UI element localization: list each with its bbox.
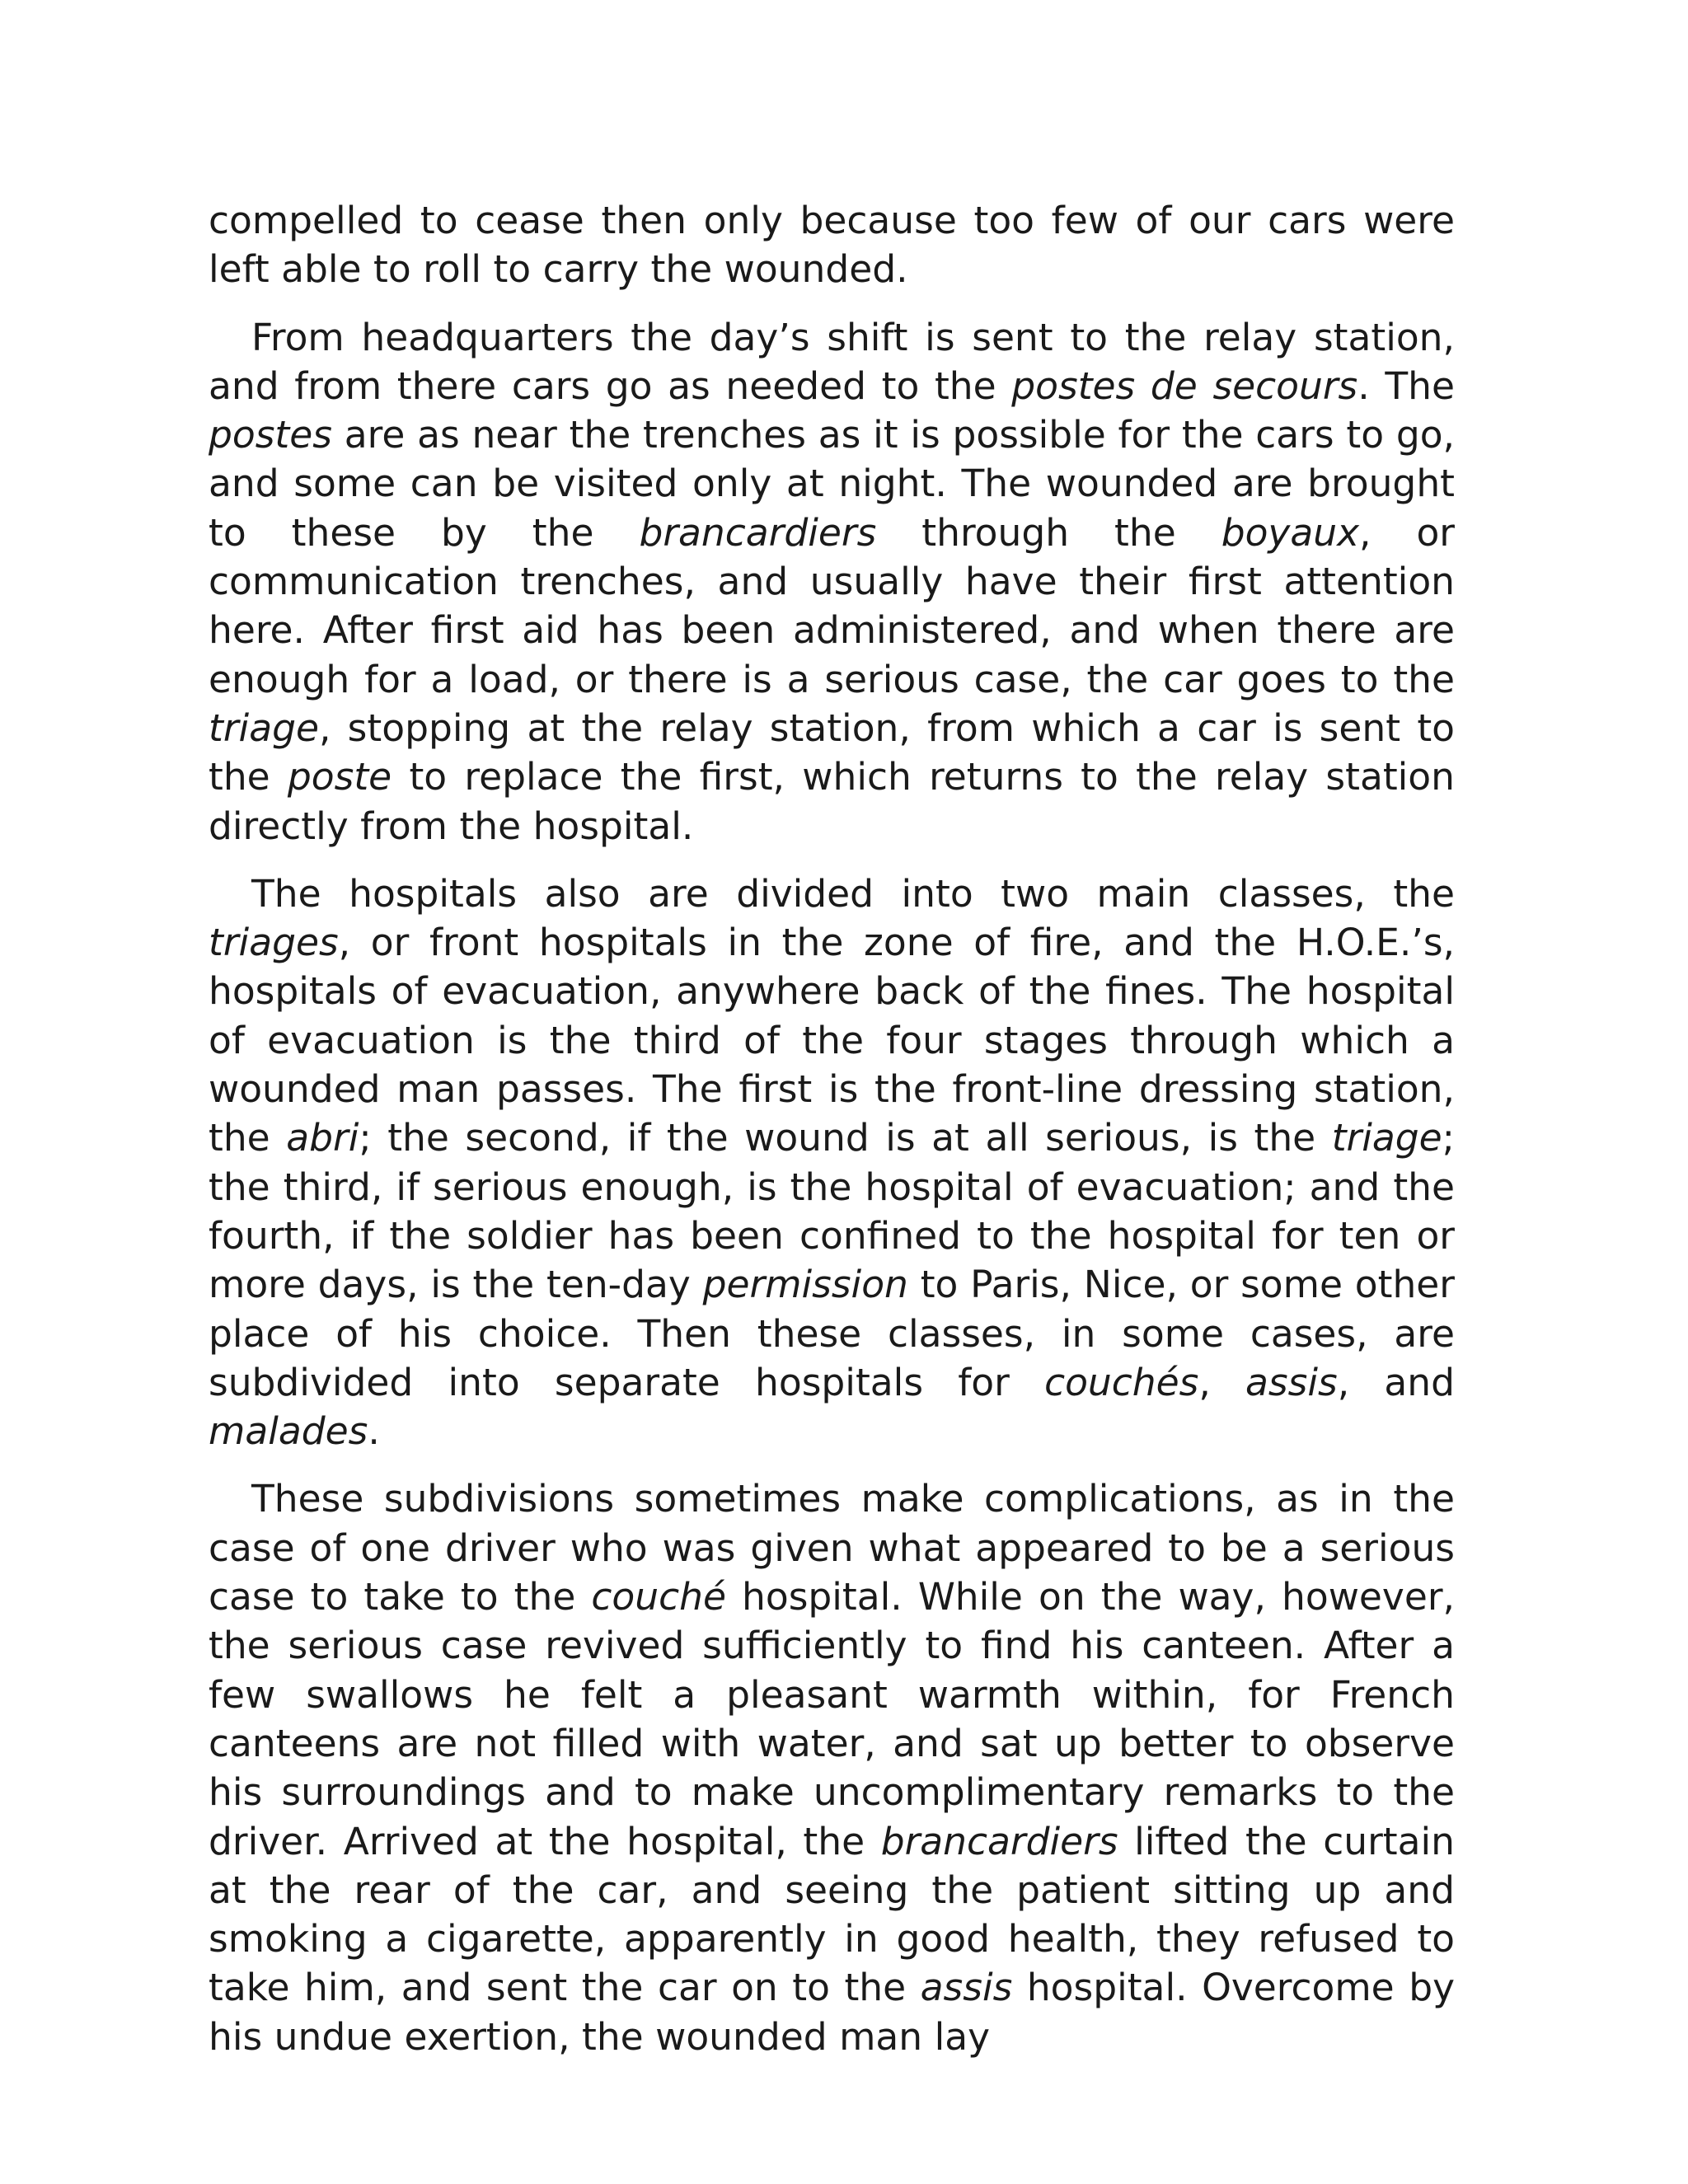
text-segment: From headquarters the day’s shift is sent to the relay station, and from there cars go as needed to the [209, 315, 1455, 408]
document-page [209, 196, 1455, 2061]
italic-term: brancardiers [880, 1819, 1118, 1863]
italic-term: brancardiers [639, 510, 877, 555]
italic-term: poste [287, 755, 392, 799]
italic-term: abri [286, 1116, 359, 1160]
text-segment: These subdivisions sometimes make complications, as in the case of one driver who was given what appeared to be a serious case to take to the [209, 1477, 1455, 1619]
italic-term: triages [209, 921, 339, 965]
italic-term: triage [1331, 1116, 1442, 1160]
text-segment: hospital. While on the way, however, the serious case revived sufficiently to find his canteen. After a few swallows he felt a pleasant warmth within, for French canteens are not filled with water, and sat up better to observe his surroundings and to make uncomplimentary remarks to the driver. Arrived at the hospital, the [209, 1575, 1455, 1863]
italic-term: permission [702, 1263, 908, 1307]
text-segment: , stopping at the relay station, from which a car is sent to the [209, 705, 1455, 799]
text-segment: ; the second, if the wound is at all serious, is the [359, 1116, 1332, 1160]
text-segment: , or front hospitals in the zone of fire, and the H.O.E.’s, hospitals of evacuation, anywhere back of the fines. The hospital of evacuation is the third of the four stages through which a wounded man passes. The first is the front-line dressing station, the [209, 921, 1455, 1160]
text-segment: to replace the first, which returns to the relay station directly from the hospital. [209, 755, 1455, 848]
italic-term: postes [209, 413, 332, 457]
text-segment: The hospitals also are divided into two main classes, the [251, 871, 1455, 916]
italic-term: assis [1245, 1360, 1338, 1404]
italic-term: couché [591, 1575, 726, 1619]
text-segment: through the [876, 510, 1221, 555]
italic-term: triage [209, 705, 319, 750]
text-segment: , [1198, 1360, 1246, 1404]
italic-term: malades [209, 1409, 368, 1454]
paragraph [209, 869, 1455, 1456]
paragraph [209, 196, 1455, 294]
paragraph [209, 313, 1455, 851]
text-segment: hospital. Overcome by his undue exertion, the wounded man lay [209, 1966, 1455, 2059]
text-segment: . [368, 1409, 380, 1454]
text-segment: . The [1357, 363, 1455, 408]
text-segment: , and [1337, 1360, 1455, 1404]
text-segment: are as near the trenches as it is possible for the cars to go, and some can be visited only at night. The wounded are brought to these by the [209, 413, 1455, 555]
text-segment: ; the third, if serious enough, is the hospital of evacuation; and the fourth, if the soldier has been confined to the hospital for ten or more days, is the ten-day [209, 1116, 1455, 1307]
paragraph [209, 1474, 1455, 2061]
italic-term: assis [920, 1966, 1013, 2010]
italic-term: boyaux [1221, 510, 1359, 555]
text-segment: to Paris, Nice, or some other place of his choice. Then these classes, in some cases, are subdivided into separate hospitals for [209, 1263, 1455, 1404]
text-segment: , or communication trenches, and usually have their first attention here. After first aid has been administered, and when there are enough for a load, or there is a serious case, the car goes to the [209, 510, 1455, 701]
text-segment: lifted the curtain at the rear of the car, and seeing the patient sitting up and smoking a cigarette, apparently in good health, they refused to take him, and sent the car on to the [209, 1819, 1455, 2010]
italic-term: postes de secours [1011, 363, 1358, 408]
text-body [209, 196, 1455, 2061]
italic-term: couchés [1044, 1360, 1199, 1404]
text-segment: compelled to cease then only because too few of our cars were left able to roll to carry the wounded. [209, 199, 1455, 292]
